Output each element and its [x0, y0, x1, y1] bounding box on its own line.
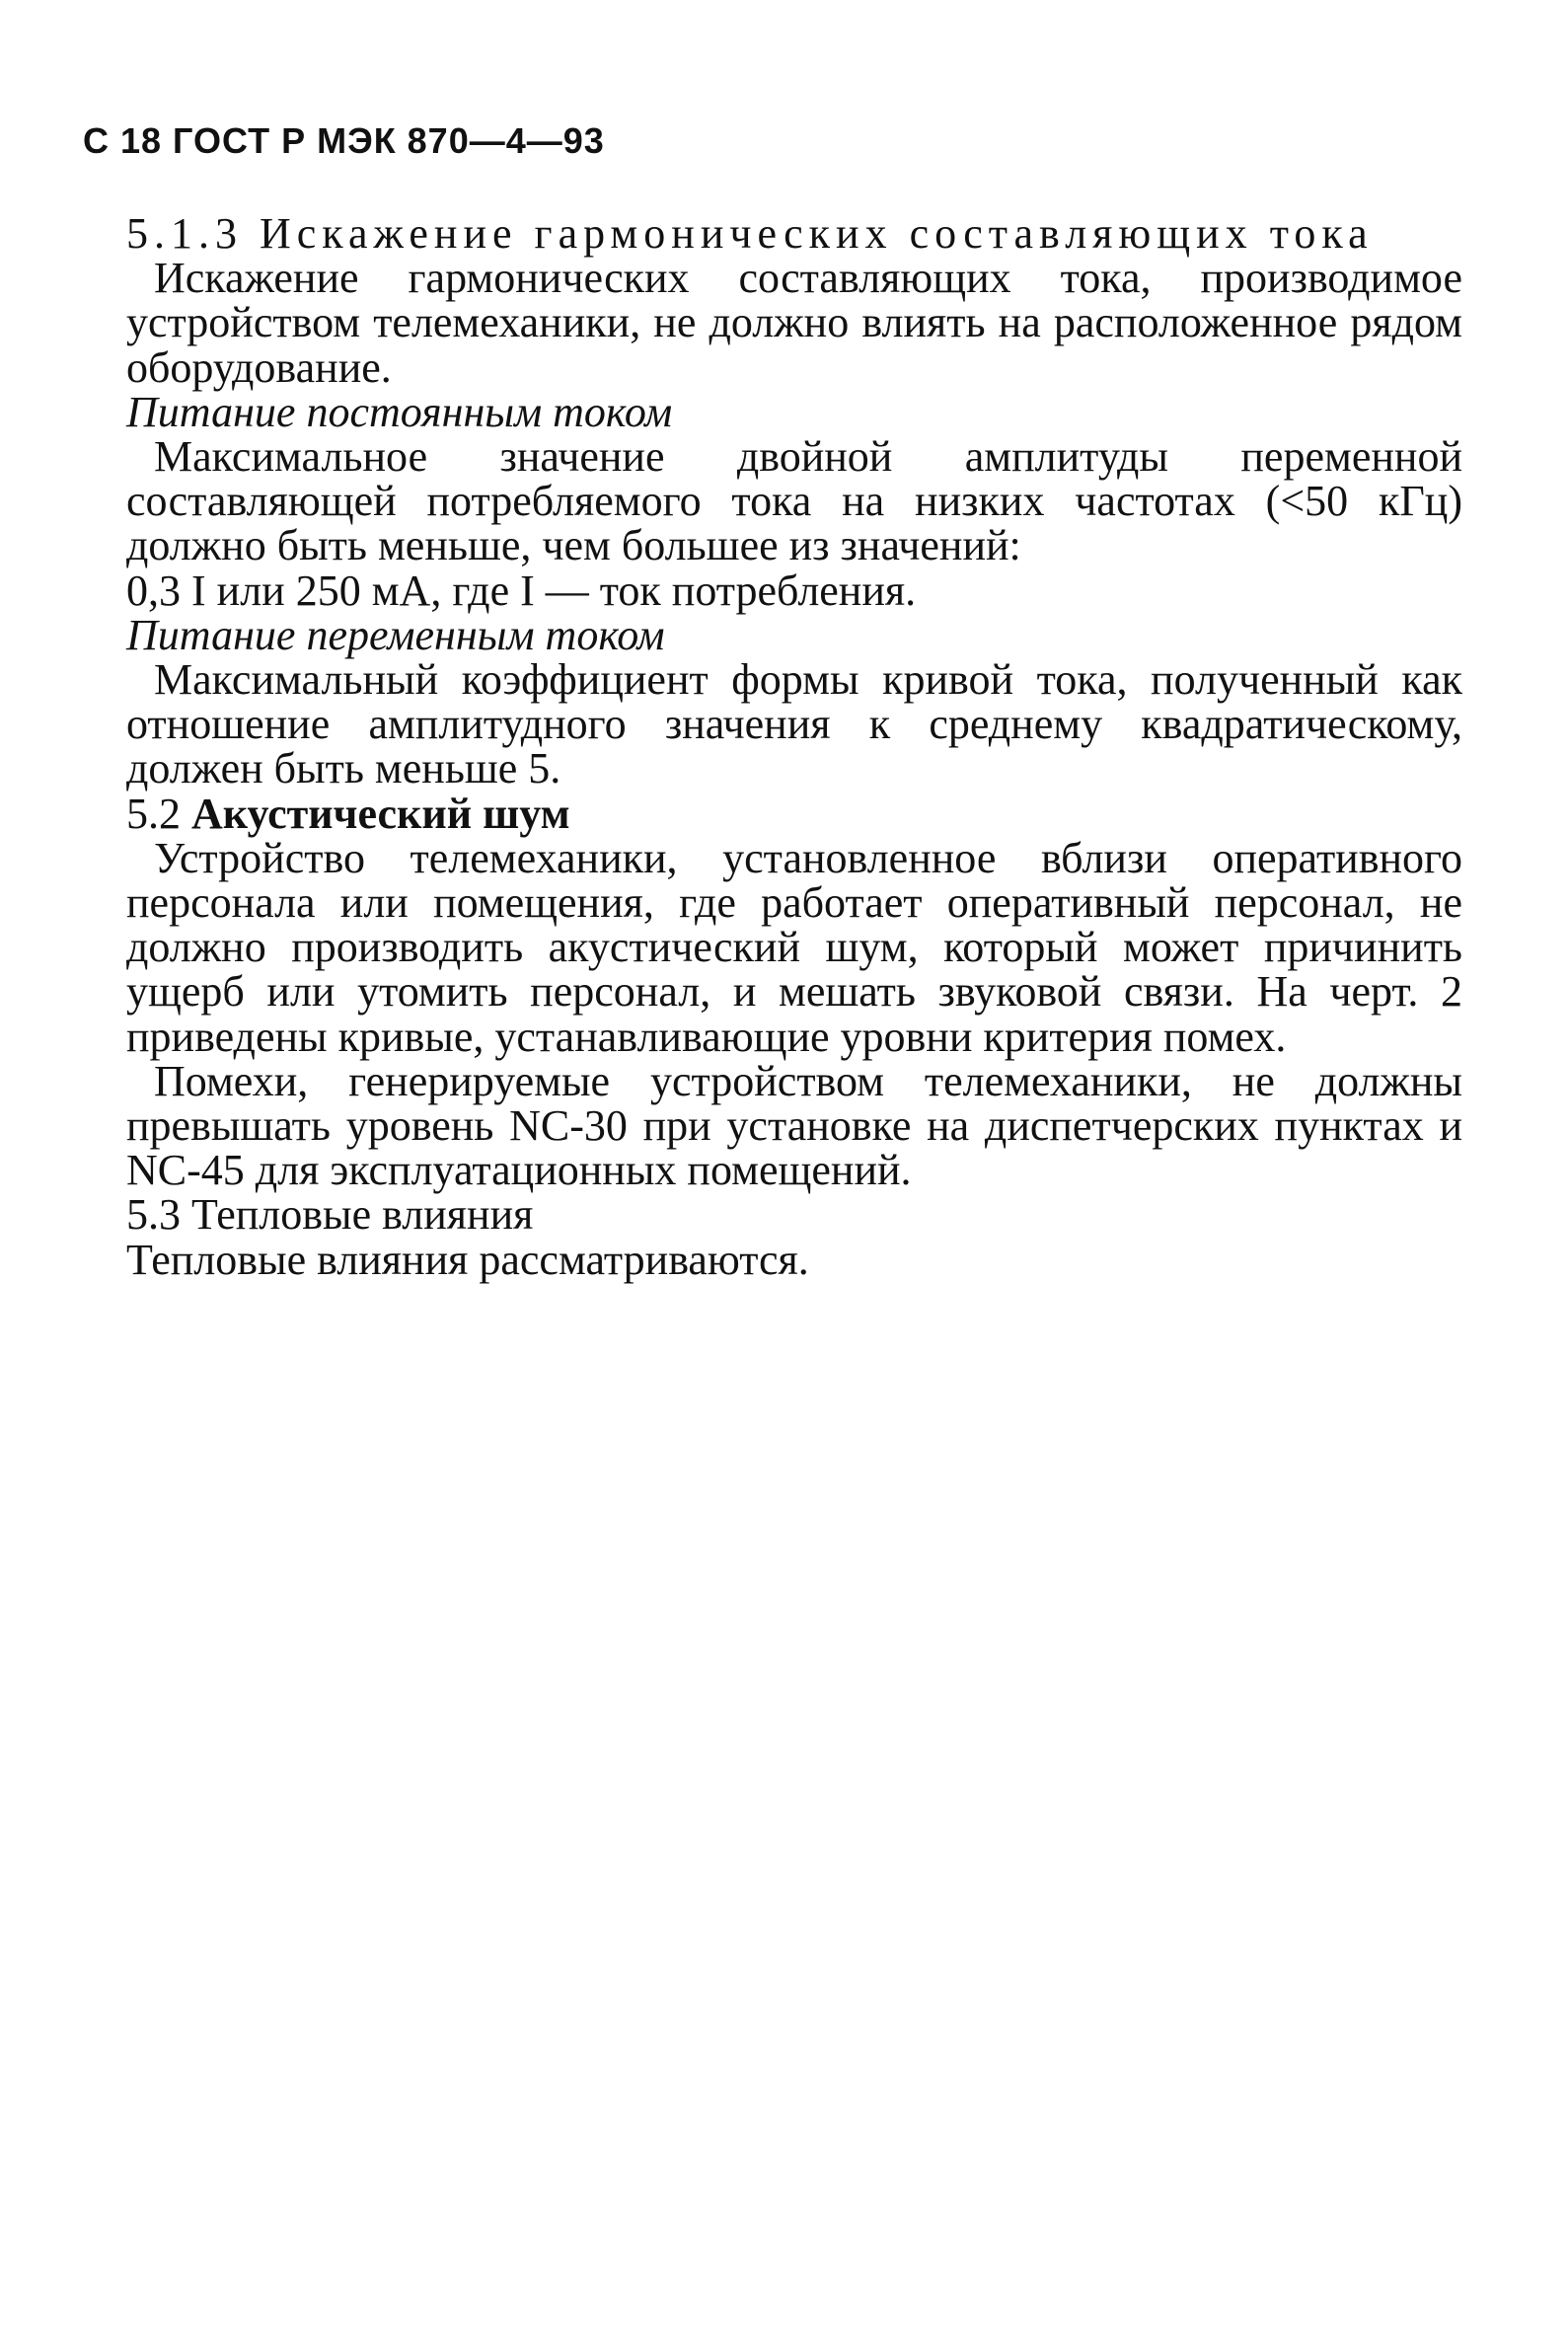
dc-supply-paragraph: Максимальное значение двойной амплитуды переменной составляющей потребляемого тока на низких частотах (<50 кГц) должно быть меньше, чем большее из значений:	[126, 432, 1462, 570]
section-5-2-paragraph-1: Устройство телемеханики, установленное вблизи оперативного персонала или помещения, где работает оперативный персонал, не должно производить акустический шум, который может причинить ущерб или утомить персонал, и мешать звуковой связи. На черт. 2 приведены кривые, устанавливающие уровни критерия помех.	[126, 833, 1462, 1061]
section-5-2-title: Акустический шум	[191, 789, 570, 838]
dc-supply-heading: Питание постоянным током	[126, 387, 673, 436]
section-5-1-3-paragraph: Искажение гармонических составляющих тока, производимое устройством телемеханики, не должно влиять на расположенное рядом оборудование.	[126, 254, 1462, 392]
page-content	[126, 211, 1462, 1282]
section-5-3-paragraph: Тепловые влияния рассматриваются.	[126, 1235, 809, 1284]
page-header: С 18 ГОСТ Р МЭК 870—4—93	[83, 120, 605, 161]
section-5-2-number: 5.2	[126, 789, 181, 838]
section-5-2-heading	[126, 789, 1462, 838]
ac-supply-heading: Питание переменным током	[126, 610, 665, 659]
section-5-3-heading: 5.3 Тепловые влияния	[126, 1190, 534, 1240]
section-5-2-paragraph-2: Помехи, генерируемые устройством телемеханики, не должны превышать уровень NC-30 при установке на диспетчерских пунктах и NC-45 для эксплуатационных помещений.	[126, 1056, 1462, 1195]
ac-supply-paragraph: Максимальный коэффициент формы кривой тока, полученный как отношение амплитудного значения к среднему квадратическому, должен быть меньше 5.	[126, 655, 1462, 793]
section-5-1-3-heading: 5.1.3 Искажение гармонических составляющих тока	[126, 209, 1374, 258]
dc-supply-formula: 0,3 I или 250 мА, где I — ток потребления.	[126, 565, 917, 615]
